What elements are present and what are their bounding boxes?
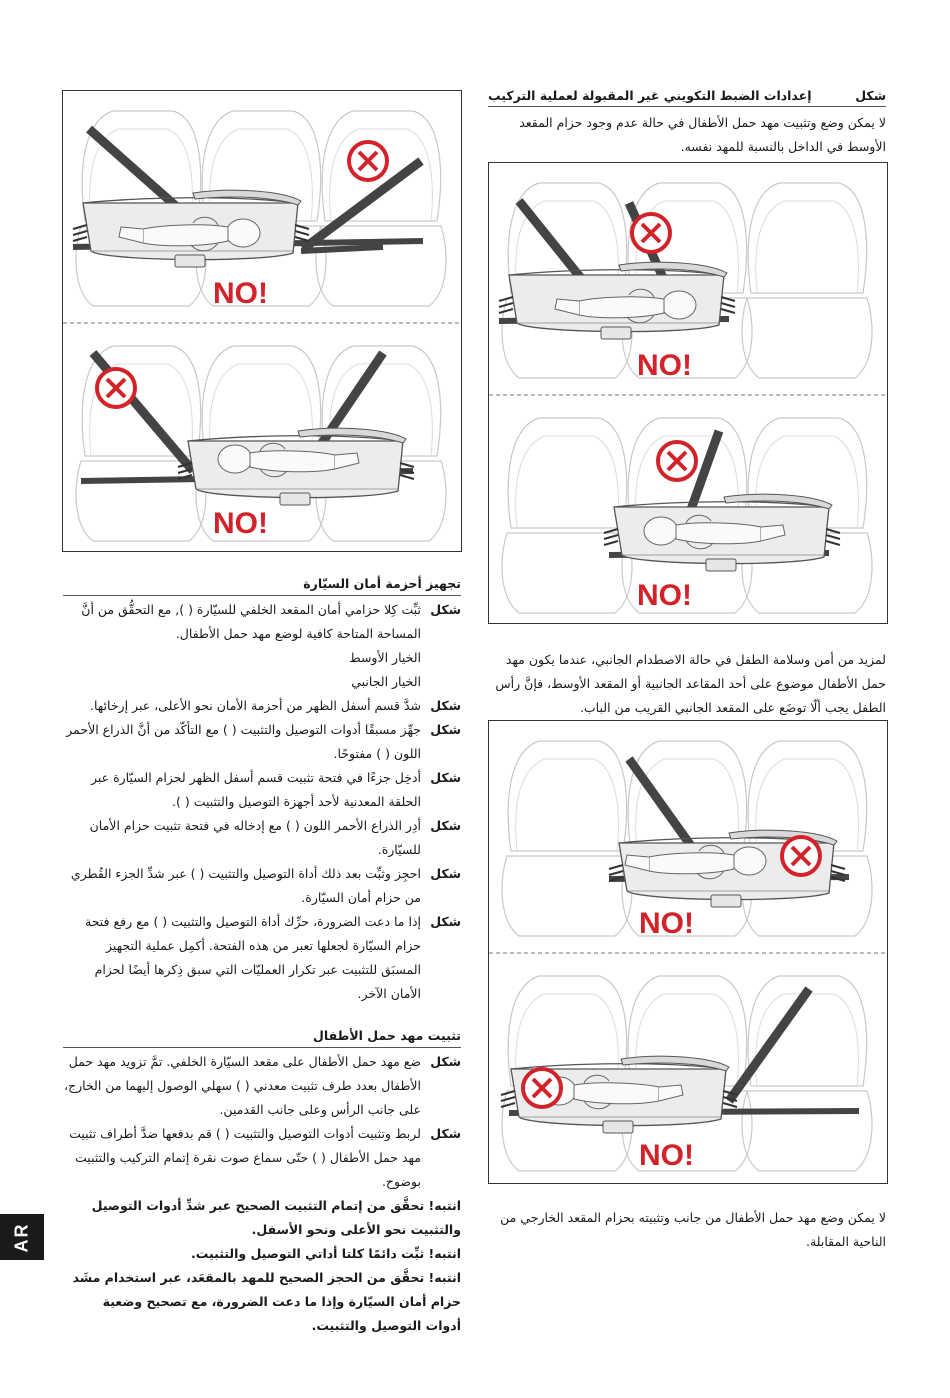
warning-2: انتبه! ثبِّت دائمًا كلتا أداتي التوصيل والتثبيت. <box>191 1246 461 1261</box>
install-step-1 <box>63 1050 461 1122</box>
side-impact-text: لمزيد من أمن وسلامة الطفل في حالة الاصطدام الجانبي، عندما يكون مهد حمل الأطفال موضوع على أحد المقاعد الجانبية أو المقعد الأوسط، فإنَّ رأس الطفل يجب ألّا توضَع على المقعد الجانبي القريب من الباب. <box>495 652 886 715</box>
figure-right-top <box>488 162 888 624</box>
figure-right-top-illustration <box>489 163 887 623</box>
step-7 <box>63 910 461 1006</box>
step-text: ضع مهد حمل الأطفال على مقعد السيّارة الخلفي. تمَّ تزويد مهد حمل الأطفال بعدد طرف تثبيت معدني ( ) سهلي الوصول إليهما من الخارج، على جانب الرأس وعلى جانب القدمين. <box>64 1054 421 1117</box>
step-label: شكل <box>430 602 461 617</box>
step-label: شكل <box>430 1054 461 1069</box>
language-tab <box>0 1214 44 1260</box>
figure-right-bottom-illustration <box>489 721 887 1183</box>
step-text: احجِز وثبِّت بعد ذلك أداة التوصيل والتثبيت ( ) عبر شدِّ الجزء القُطري من حزام أمان السيّارة. <box>70 866 421 905</box>
step-label: شكل <box>430 914 461 929</box>
language-tab-label: AR <box>11 1222 32 1252</box>
section-title-belts: تجهيز أحزمة أمان السيّارة <box>63 576 461 596</box>
step-text: جهِّز مسبقًا أدوات التوصيل والتثبيت ( ) مع التأكّد من أنَّ الذراع الأحمر اللون ( ) مفتوحًا. <box>66 722 421 761</box>
x-icon <box>658 442 696 480</box>
option-middle: الخيار الأوسط <box>349 650 421 665</box>
no-label: NO! <box>213 507 268 540</box>
warning-1: انتبه! تحقَّق من إتمام التثبيت الصحيح عبر شدِّ أدوات التوصيل والتثبيت نحو الأعلى ونحو الأسفل. <box>91 1198 461 1237</box>
figure-right-bottom <box>488 720 888 1184</box>
install-step-2 <box>63 1122 461 1194</box>
intro-text: لا يمكن وضع وتثبيت مهد حمل الأطفال في حالة عدم وجود حزام المقعد الأوسط في الداخل بالنسبة للمهد نفسه. <box>519 115 886 154</box>
no-label: NO! <box>639 907 694 940</box>
bottom-note-text: لا يمكن وضع مهد حمل الأطفال من جانب وتثبيته بحزام المقعد الخارجي من الناحية المقابلة. <box>500 1210 886 1249</box>
step-1 <box>63 598 461 646</box>
no-label: NO! <box>637 579 692 612</box>
x-icon <box>97 369 135 407</box>
step-3 <box>63 718 461 766</box>
figure-header-title: إعدادات الضبط التكويني غير المقبولة لعملية التركيب <box>488 88 812 103</box>
step-text: أدِر الذراع الأحمر اللون ( ) مع إدخاله في فتحة تثبيت حزام الأمان للسيّارة. <box>89 818 421 857</box>
step-text: أدخِل جزءًا في فتحة تثبيت قسم أسفل الظهر لحزام السيّارة عبر الحلقة المعدنية لأحد أجهزة التوصيل والتثبيت ( ). <box>90 770 421 809</box>
step-label: شكل <box>430 698 461 713</box>
step-label: شكل <box>430 866 461 881</box>
left-column <box>63 576 461 1338</box>
figure-left-illustration <box>63 91 461 551</box>
side-impact-block <box>488 648 886 720</box>
bottom-note-block <box>488 1206 886 1254</box>
figure-left-incorrect <box>62 90 462 552</box>
step-6 <box>63 862 461 910</box>
figure-header <box>488 88 886 107</box>
option-side: الخيار الجانبي <box>351 674 421 689</box>
right-column <box>488 88 886 159</box>
no-label: NO! <box>213 277 268 310</box>
no-label: NO! <box>637 349 692 382</box>
step-2 <box>63 694 461 718</box>
section-title-install: تثبيت مهد حمل الأطفال <box>63 1028 461 1048</box>
step-5 <box>63 814 461 862</box>
x-icon <box>349 142 387 180</box>
step-text: لربط وتثبيت أدوات التوصيل والتثبيت ( ) قم بدفعها ضدَّ أطراف تثبيت مهد حمل الأطفال ( ) حتّى سماع صوت نقرة إتمام التركيب والتثبيت بوضوح. <box>69 1126 421 1189</box>
step-label: شكل <box>430 770 461 785</box>
step-text: ثبِّت كِلا حزامي أمان المقعد الخلفي للسيّارة ( ), مع التحقُّق من أنَّ المساحة المتاحة كافية لوضع مهد حمل الأطفال. <box>81 602 421 641</box>
step-text: إذا ما دعت الضرورة، حرِّك أداة التوصيل والتثبيت ( ) مع رفع فتحة حزام السيّارة لجعلها تعبر من هذه الفتحة. أكمِل عملية التجهيز المسبَق للتثبيت عبر تكرار العمليّات التي سبق ذِكرها أيضًا لحزام الأمان الآخر. <box>85 914 421 1001</box>
figure-header-label: شكل <box>855 88 886 103</box>
x-icon <box>523 1069 561 1107</box>
x-icon <box>782 837 820 875</box>
step-label: شكل <box>430 722 461 737</box>
step-4 <box>63 766 461 814</box>
step-label: شكل <box>430 818 461 833</box>
no-label: NO! <box>639 1139 694 1172</box>
step-text: شدَّ قسم أسفل الظهر من أحزمة الأمان نحو الأعلى، عبر إرخائها. <box>90 698 421 713</box>
warning-3: انتبه! تحقَّق من الحجز الصحيح للمهد بالمقعَد، عبر استخدام مشَد حزام أمان السيّارة وإذا ما دعت الضرورة، مع تصحيح وضعية أدوات التوصيل والتثبيت. <box>72 1270 461 1333</box>
step-label: شكل <box>430 1126 461 1141</box>
x-icon <box>632 214 670 252</box>
